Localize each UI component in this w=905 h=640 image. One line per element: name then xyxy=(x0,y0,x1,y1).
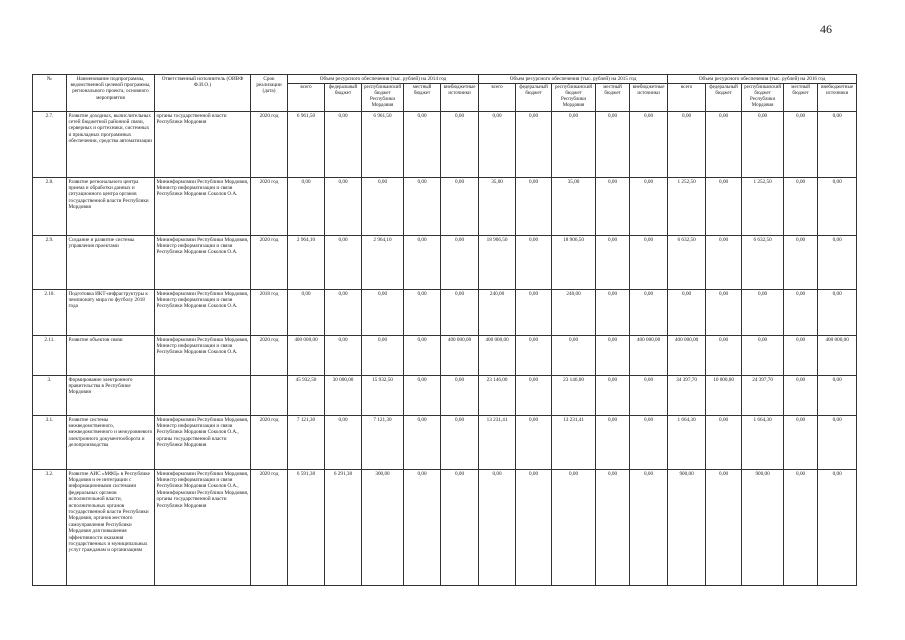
row-value: 6 591,38 xyxy=(288,470,325,586)
row-value: 0,00 xyxy=(630,236,668,290)
row-value: 0,00 xyxy=(742,336,784,376)
row-executor: Мининформсвязи Республики Мордовия, Министр информатизации и связи Республики Мордовия Соколов О.А. xyxy=(155,336,251,376)
subheader-cell: республиканский бюджет Республики Мордовия xyxy=(742,84,784,112)
row-value: 0,00 xyxy=(325,336,362,376)
row-value: 0,00 xyxy=(596,178,630,236)
row-value: 0,00 xyxy=(441,416,479,470)
subheader-cell: всего xyxy=(288,84,325,112)
row-value: 0,00 xyxy=(742,112,784,178)
row-number: 3.1. xyxy=(33,416,67,470)
row-value: 34 397,70 xyxy=(668,376,706,416)
row-value: 0,00 xyxy=(630,290,668,336)
row-value: 18 906,50 xyxy=(479,236,516,290)
row-value: 6 632,50 xyxy=(668,236,706,290)
row-value: 0,00 xyxy=(325,236,362,290)
row-value: 900,00 xyxy=(742,470,784,586)
table-row xyxy=(33,416,857,470)
row-value: 0,00 xyxy=(441,112,479,178)
table-row xyxy=(33,470,857,586)
row-value: 0,00 xyxy=(325,290,362,336)
row-executor: Мининформсвязи Республики Мордовия, Министр информатизации и связи Республики Мордовия Соколов О.А., органы государственной власти Республики Мордовия xyxy=(155,416,251,470)
row-value: 0,00 xyxy=(818,376,857,416)
header-name: Наименование подпрограммы, ведомственной целевой программы, регионального проекта, основного мероприятия xyxy=(67,75,155,112)
table-row xyxy=(33,236,857,290)
row-value: 10 000,00 xyxy=(706,376,742,416)
row-value: 0,00 xyxy=(479,470,516,586)
row-value: 0,00 xyxy=(441,290,479,336)
row-value: 0,00 xyxy=(784,470,818,586)
row-value: 6 961,50 xyxy=(288,112,325,178)
row-deadline: 2020 год xyxy=(251,112,288,178)
row-value: 400 000,00 xyxy=(630,336,668,376)
row-value: 6 632,50 xyxy=(742,236,784,290)
row-value: 240,00 xyxy=(479,290,516,336)
row-value: 0,00 xyxy=(516,336,552,376)
row-executor xyxy=(155,376,251,416)
row-value: 0,00 xyxy=(630,416,668,470)
page-number: 46 xyxy=(820,22,832,36)
row-value: 0,00 xyxy=(441,236,479,290)
subheader-cell: местный бюджет xyxy=(404,84,441,112)
row-value: 2 964,10 xyxy=(288,236,325,290)
row-value: 0,00 xyxy=(596,470,630,586)
row-executor: Мининформсвязи Республики Мордовия, Министр информатизации и связи Республики Мордовия Соколов О.А. xyxy=(155,178,251,236)
row-value: 0,00 xyxy=(516,416,552,470)
row-value: 0,00 xyxy=(818,470,857,586)
row-value: 7 121,30 xyxy=(288,416,325,470)
table-row xyxy=(33,336,857,376)
header-deadline: Срок реализации (дата) xyxy=(251,75,288,112)
row-value: 30 000,00 xyxy=(325,376,362,416)
subheader-cell: всего xyxy=(668,84,706,112)
row-value: 0,00 xyxy=(818,178,857,236)
row-number: 3. xyxy=(33,376,67,416)
row-value: 0,00 xyxy=(479,112,516,178)
subheader-cell: внебюджетные источники xyxy=(818,84,857,112)
row-number: 2.7. xyxy=(33,112,67,178)
row-value: 0,00 xyxy=(706,290,742,336)
row-value: 240,00 xyxy=(552,290,596,336)
row-value: 0,00 xyxy=(596,290,630,336)
row-value: 0,00 xyxy=(404,336,441,376)
row-value: 400 000,00 xyxy=(441,336,479,376)
row-deadline: 2020 год xyxy=(251,178,288,236)
row-value: 0,00 xyxy=(516,112,552,178)
subheader-cell: местный бюджет xyxy=(596,84,630,112)
row-number: 2.10. xyxy=(33,290,67,336)
row-value: 0,00 xyxy=(668,112,706,178)
row-value: 0,00 xyxy=(404,290,441,336)
row-value: 6 291,38 xyxy=(325,470,362,586)
row-value: 0,00 xyxy=(668,290,706,336)
row-value: 400 000,00 xyxy=(288,336,325,376)
row-name: Создание и развитие системы управления проектами xyxy=(67,236,155,290)
row-value: 6 961,50 xyxy=(362,112,404,178)
table-row xyxy=(33,290,857,336)
header-executor: Ответственный исполнитель (ОИВФ Ф.И.О.) xyxy=(155,75,251,112)
row-value: 0,00 xyxy=(706,470,742,586)
row-value: 0,00 xyxy=(516,178,552,236)
header-group-2015: Объем ресурсного обеспечения (тыс. рублей) на 2015 год xyxy=(479,75,668,84)
subheader-cell: федеральный бюджет xyxy=(325,84,362,112)
row-value: 13 231,41 xyxy=(552,416,596,470)
subheader-cell: внебюджетные источники xyxy=(630,84,668,112)
table-row xyxy=(33,112,857,178)
row-value: 300,00 xyxy=(362,470,404,586)
row-value: 7 121,30 xyxy=(362,416,404,470)
row-value: 0,00 xyxy=(404,376,441,416)
row-value: 1 252,50 xyxy=(668,178,706,236)
table-row xyxy=(33,376,857,416)
row-value: 0,00 xyxy=(596,336,630,376)
row-deadline xyxy=(251,376,288,416)
row-value: 0,00 xyxy=(630,178,668,236)
row-deadline: 2020 год xyxy=(251,236,288,290)
row-value: 0,00 xyxy=(784,376,818,416)
row-name: Формирование электронного правительства в Республике Мордовия xyxy=(67,376,155,416)
row-value: 0,00 xyxy=(784,336,818,376)
header-group-2014: Объем ресурсного обеспечения (тыс. рублей) на 2014 год xyxy=(288,75,479,84)
row-value: 0,00 xyxy=(706,112,742,178)
row-value: 400 000,00 xyxy=(818,336,857,376)
row-deadline: 2020 год xyxy=(251,336,288,376)
row-value: 35,00 xyxy=(552,178,596,236)
row-value: 23 146,00 xyxy=(479,376,516,416)
row-number: 3.2. xyxy=(33,470,67,586)
row-value: 0,00 xyxy=(630,112,668,178)
row-value: 400 000,00 xyxy=(668,336,706,376)
row-deadline: 2018 год xyxy=(251,290,288,336)
row-value: 0,00 xyxy=(784,290,818,336)
subheader-cell: федеральный бюджет xyxy=(516,84,552,112)
row-value: 0,00 xyxy=(818,290,857,336)
row-executor: Мининформсвязи Республики Мордовия, Министр информатизации и связи Республики Мордовия Соколов О.А. xyxy=(155,236,251,290)
row-deadline: 2020 год xyxy=(251,470,288,586)
row-value: 0,00 xyxy=(552,470,596,586)
row-value: 0,00 xyxy=(325,178,362,236)
row-value: 400 000,00 xyxy=(479,336,516,376)
row-value: 45 932,50 xyxy=(288,376,325,416)
row-value: 0,00 xyxy=(325,112,362,178)
row-value: 0,00 xyxy=(552,112,596,178)
subheader-cell: всего xyxy=(479,84,516,112)
row-name: Развитие АИС «МФЦ» в Республике Мордовия и ее интеграции с информационными системами федеральных органов исполнительной власти, исполнительных органов государственной власти Республики Мордовия, органов местного самоуправления Республики Мордовия для повышения эффективности оказания государственных и муниципальных услуг гражданам и организациям xyxy=(67,470,155,586)
row-value: 0,00 xyxy=(404,416,441,470)
row-value: 35,00 xyxy=(479,178,516,236)
row-value: 0,00 xyxy=(706,236,742,290)
row-value: 0,00 xyxy=(552,336,596,376)
row-name: Развитие объектов связи xyxy=(67,336,155,376)
row-value: 0,00 xyxy=(706,416,742,470)
row-value: 0,00 xyxy=(516,376,552,416)
row-executor: Мининформсвязи Республики Мордовия, Министр информатизации и связи Республики Мордовия Соколов О.А., Мининформсвязи Республики Мордовия, органы государственной власти Республики Мордовия xyxy=(155,470,251,586)
row-value: 900,00 xyxy=(668,470,706,586)
header-num: № xyxy=(33,75,67,112)
row-value: 0,00 xyxy=(596,236,630,290)
row-value: 0,00 xyxy=(818,416,857,470)
row-name: Развитие доходных, вычислительных сетей бюджетной районной связи, серверных и оргтехники, системных и прикладных программных обеспечении, средства автоматизации xyxy=(67,112,155,178)
subheader-cell: внебюджетные источники xyxy=(441,84,479,112)
row-value: 0,00 xyxy=(630,376,668,416)
subheader-cell: федеральный бюджет xyxy=(706,84,742,112)
row-value: 0,00 xyxy=(288,178,325,236)
row-value: 0,00 xyxy=(441,178,479,236)
row-value: 0,00 xyxy=(516,236,552,290)
row-value: 0,00 xyxy=(742,290,784,336)
row-value: 0,00 xyxy=(706,336,742,376)
row-value: 0,00 xyxy=(818,112,857,178)
row-value: 0,00 xyxy=(404,470,441,586)
row-value: 0,00 xyxy=(441,470,479,586)
row-value: 0,00 xyxy=(362,178,404,236)
resource-table xyxy=(32,74,857,586)
row-value: 0,00 xyxy=(362,290,404,336)
row-value: 0,00 xyxy=(362,336,404,376)
row-number: 2.11. xyxy=(33,336,67,376)
row-value: 0,00 xyxy=(784,236,818,290)
row-value: 0,00 xyxy=(288,290,325,336)
row-value: 0,00 xyxy=(784,416,818,470)
row-value: 0,00 xyxy=(784,178,818,236)
row-value: 0,00 xyxy=(596,376,630,416)
row-value: 0,00 xyxy=(706,178,742,236)
row-value: 0,00 xyxy=(325,416,362,470)
row-number: 2.8. xyxy=(33,178,67,236)
row-executor: органы государственной власти Республики Мордовия xyxy=(155,112,251,178)
row-value: 0,00 xyxy=(516,470,552,586)
row-value: 0,00 xyxy=(404,112,441,178)
row-value: 0,00 xyxy=(596,416,630,470)
row-value: 24 397,70 xyxy=(742,376,784,416)
row-value: 1 664,30 xyxy=(742,416,784,470)
row-name: Развитие регионального центра приема и обработки данных и ситуационного центра органов государственной власти Республики Мордовия xyxy=(67,178,155,236)
row-executor: Мининформсвязи Республики Мордовия, Министр информатизации и связи Республики Мордовия Соколов О.А. xyxy=(155,290,251,336)
row-value: 0,00 xyxy=(596,112,630,178)
row-value: 0,00 xyxy=(630,470,668,586)
row-value: 1 252,50 xyxy=(742,178,784,236)
row-value: 0,00 xyxy=(818,236,857,290)
subheader-cell: республиканский бюджет Республики Мордовия xyxy=(362,84,404,112)
row-value: 13 231,41 xyxy=(479,416,516,470)
row-value: 0,00 xyxy=(784,112,818,178)
row-value: 0,00 xyxy=(441,376,479,416)
row-value: 0,00 xyxy=(404,236,441,290)
row-name: Подготовка ИКТ-инфраструктуры к чемпионату мира по футболу 2018 года xyxy=(67,290,155,336)
table-row xyxy=(33,178,857,236)
row-name: Развитие системы межведомственного, межведомственного и межуровневого электронного документооборота и делопроизводства xyxy=(67,416,155,470)
header-group-2016: Объем ресурсного обеспечения (тыс. рублей) на 2016 год xyxy=(668,75,857,84)
row-value: 23 146,00 xyxy=(552,376,596,416)
row-number: 2.9. xyxy=(33,236,67,290)
subheader-cell: местный бюджет xyxy=(784,84,818,112)
subheader-cell: республиканский бюджет Республики Мордовия xyxy=(552,84,596,112)
row-value: 0,00 xyxy=(516,290,552,336)
row-value: 15 932,50 xyxy=(362,376,404,416)
row-value: 0,00 xyxy=(404,178,441,236)
row-value: 18 906,50 xyxy=(552,236,596,290)
row-value: 2 964,10 xyxy=(362,236,404,290)
row-value: 1 664,30 xyxy=(668,416,706,470)
row-deadline: 2020 год xyxy=(251,416,288,470)
